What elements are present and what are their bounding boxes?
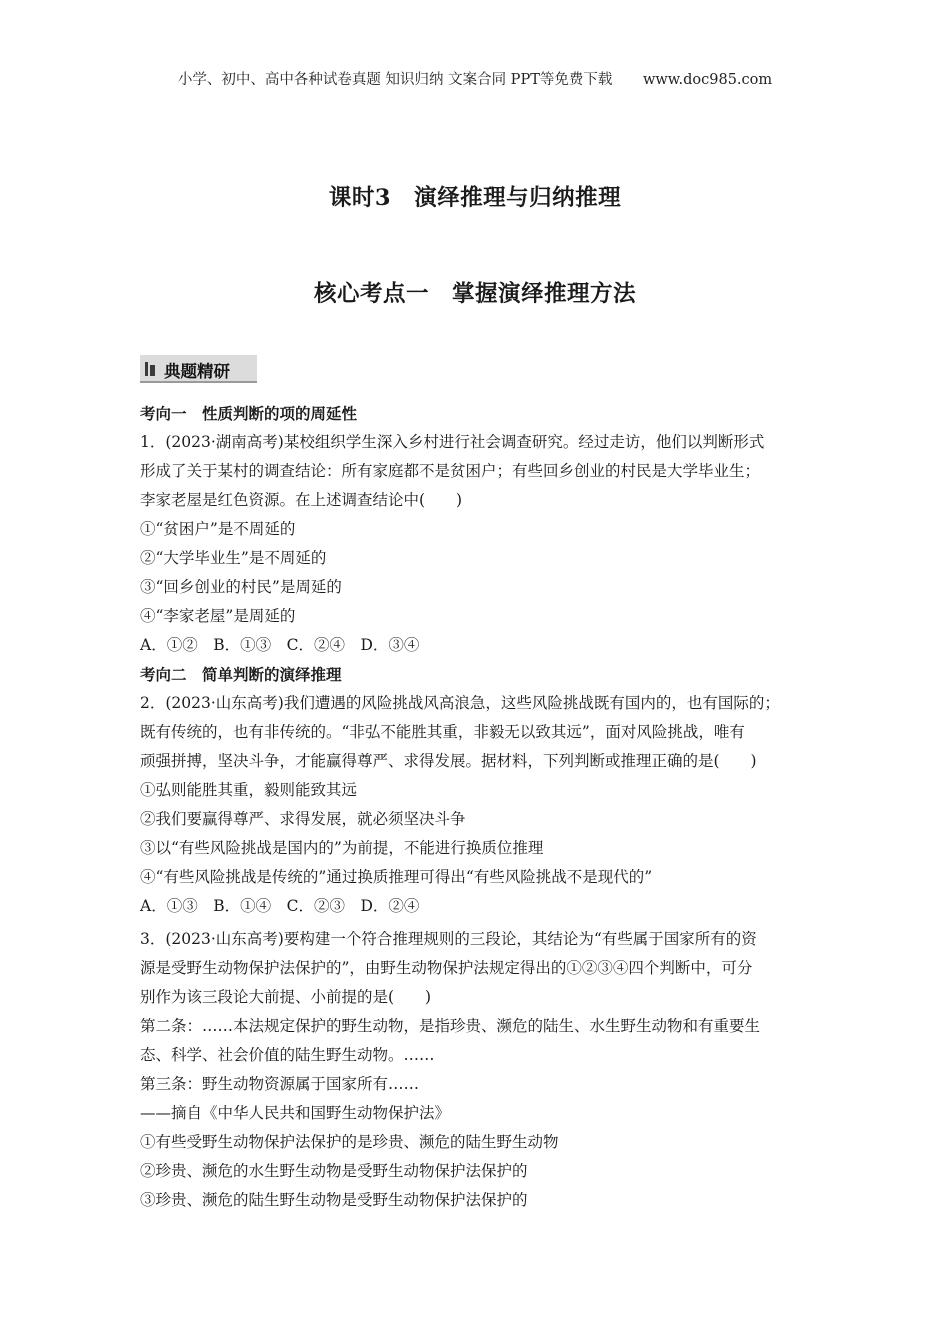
section-badge <box>140 355 257 383</box>
statement-item: ①有些受野生动物保护法保护的是珍贵、濒危的陆生野生动物 <box>140 1133 559 1151</box>
statement-item: ①“贫困户”是不周延的 <box>140 520 296 538</box>
statement-item: ②“大学毕业生”是不周延的 <box>140 549 327 567</box>
page-header <box>0 68 950 89</box>
header-text: 小学、初中、高中各种试卷真题 知识归纳 文案合同 PPT等免费下载 <box>177 72 613 88</box>
lesson-title: 课时3 演绎推理与归纳推理 <box>328 185 622 211</box>
material-source: ——摘自《中华人民共和国野生动物保护法》 <box>140 1104 451 1122</box>
question-line: 别作为该三段论大前提、小前提的是( ) <box>140 988 432 1006</box>
question-content <box>140 399 830 1215</box>
statement-item: ④“有些风险挑战是传统的”通过换质推理可得出“有些风险挑战不是现代的” <box>140 868 653 886</box>
question-line: 形成了关于某村的调查结论：所有家庭都不是贫困户；有些回乡创业的村民是大学毕业生； <box>140 462 761 480</box>
statement-item: ①弘则能胜其重，毅则能致其远 <box>140 781 358 799</box>
statement-item: ③“回乡创业的村民”是周延的 <box>140 578 342 596</box>
topic-heading: 考向一 性质判断的项的周延性 <box>140 404 358 423</box>
question-line: 顽强拼搏，坚决斗争，才能赢得尊严、求得发展。据材料，下列判断或推理正确的是( ) <box>140 752 757 770</box>
material-line: 第三条：野生动物资源属于国家所有…… <box>140 1075 420 1093</box>
statement-item: ④“李家老屋”是周延的 <box>140 607 296 625</box>
section-marker-icon <box>145 362 155 376</box>
question-line: 3．(2023·山东高考)要构建一个符合推理规则的三段论，其结论为“有些属于国家所有的资 <box>140 930 757 948</box>
material-line: 态、科学、社会价值的陆生野生动物。…… <box>140 1046 435 1064</box>
question-line: 李家老屋是红色资源。在上述调查结论中( ) <box>140 491 463 509</box>
badge-label: 典题精研 <box>164 362 230 381</box>
section-title: 核心考点一 掌握演绎推理方法 <box>313 281 636 307</box>
answer-options: A．①③ B．①④ C．②③ D．②④ <box>140 897 420 915</box>
statement-item: ③以“有些风险挑战是国内的”为前提，不能进行换质位推理 <box>140 839 544 857</box>
statement-item: ③珍贵、濒危的陆生野生动物是受野生动物保护法保护的 <box>140 1191 528 1209</box>
answer-options: A．①② B．①③ C．②④ D．③④ <box>140 636 420 654</box>
question-line: 1．(2023·湖南高考)某校组织学生深入乡村进行社会调查研究。经过走访，他们以判断形式 <box>140 433 765 451</box>
statement-item: ②我们要赢得尊严、求得发展，就必须坚决斗争 <box>140 810 466 828</box>
question-line: 源是受野生动物保护法保护的”，由野生动物保护法规定得出的①②③④四个判断中，可分 <box>140 959 753 977</box>
header-site-link[interactable]: www.doc985.com <box>642 72 773 88</box>
statement-item: ②珍贵、濒危的水生野生动物是受野生动物保护法保护的 <box>140 1162 528 1180</box>
question-line: 既有传统的，也有非传统的。“非弘不能胜其重，非毅无以致其远”，面对风险挑战，唯有 <box>140 723 745 741</box>
question-2 <box>140 689 830 921</box>
question-3 <box>140 925 830 1215</box>
question-line: 2．(2023·山东高考)我们遭遇的风险挑战风高浪急，这些风险挑战既有国内的，也有国际的； <box>140 694 780 712</box>
material-line: 第二条：……本法规定保护的野生动物，是指珍贵、濒危的陆生、水生野生动物和有重要生 <box>140 1017 761 1035</box>
topic-heading: 考向二 简单判断的演绎推理 <box>140 665 342 684</box>
question-1 <box>140 428 830 660</box>
